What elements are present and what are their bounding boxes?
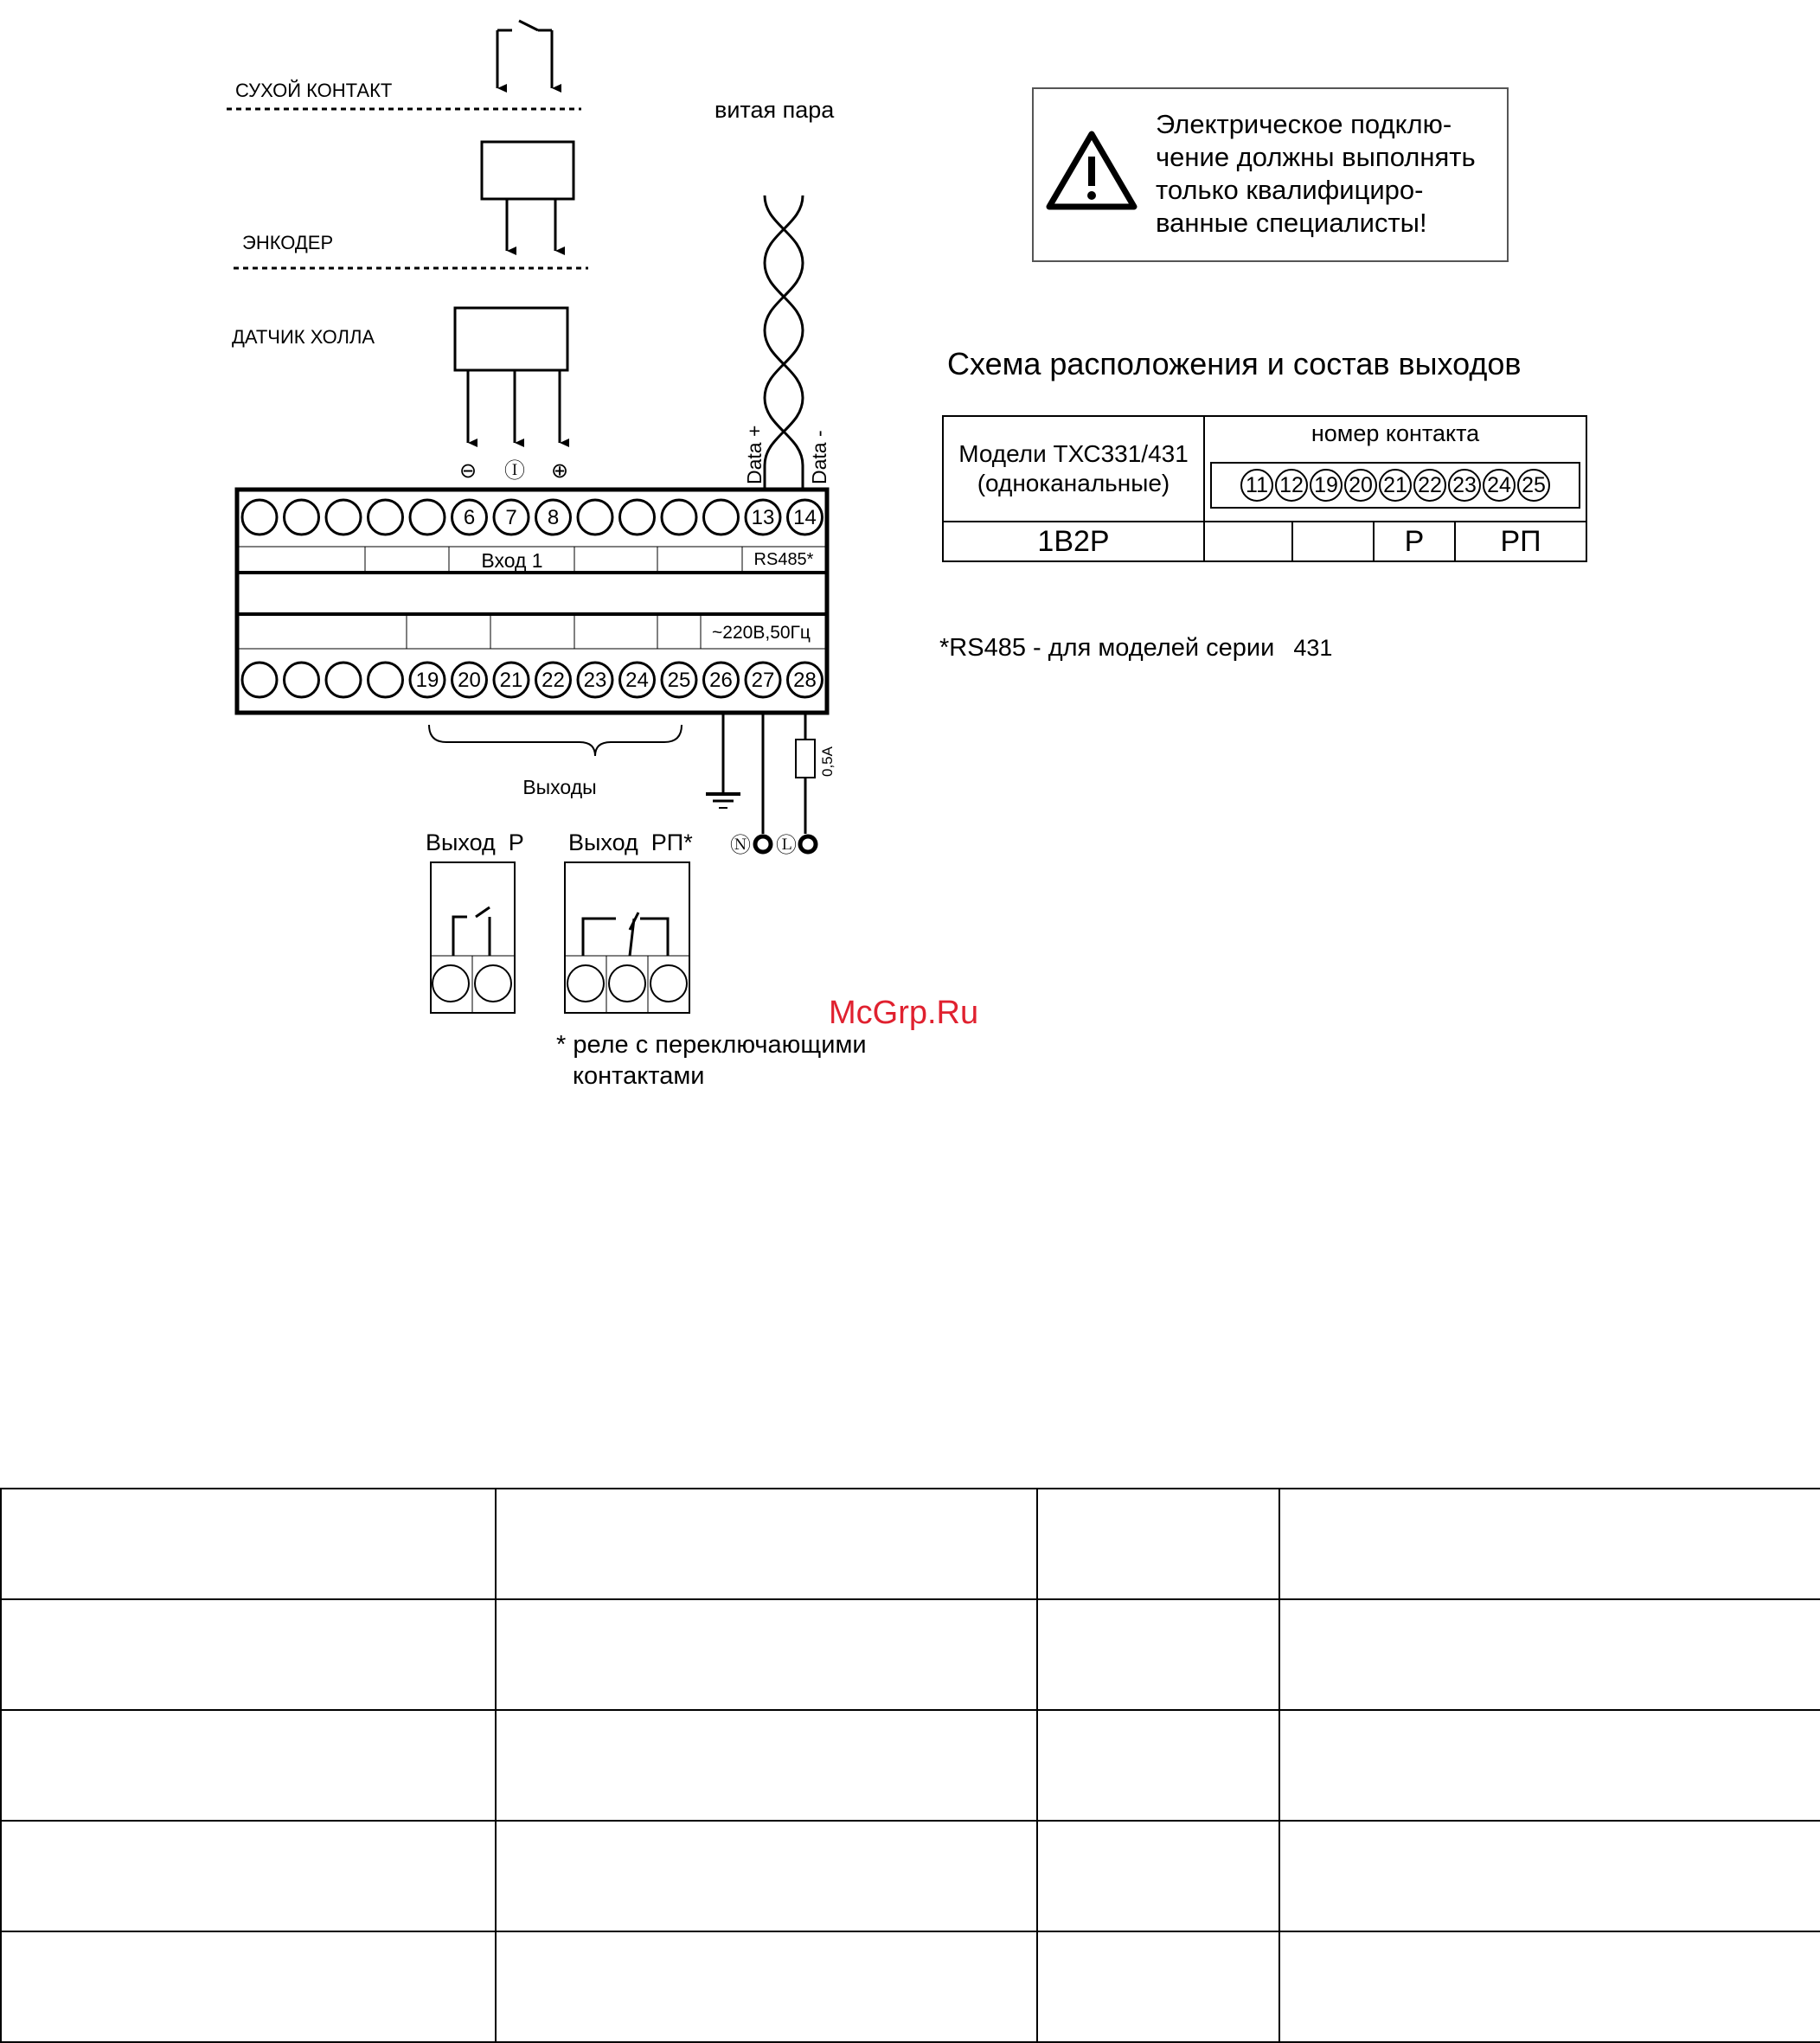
relay-rp-symbol — [565, 862, 689, 1013]
hall-sensor-symbol — [455, 308, 567, 443]
empty-table — [0, 1488, 1820, 2043]
table-cell — [496, 1821, 1037, 1931]
terminal-pin — [242, 500, 277, 535]
outputs-table — [942, 415, 1587, 562]
input-1-label: Вход 1 — [481, 549, 543, 572]
terminal-pin-number: 21 — [499, 669, 523, 692]
warning-line: чение должны выполнять — [1156, 142, 1476, 172]
model-header-line2: (одноканальные) — [977, 470, 1170, 496]
wiring-diagram — [0, 0, 1038, 1124]
table-cell — [1279, 1931, 1820, 2042]
table-cell — [1, 1599, 496, 1710]
terminal-pin — [326, 500, 361, 535]
table-cell — [1, 1710, 496, 1821]
relay-r-label: Выход Р — [426, 829, 524, 855]
outputs-table-title: Схема расположения и состав выходов — [947, 346, 1522, 381]
power-label: ~220В,50Гц — [712, 623, 811, 643]
dry-contact-symbol — [497, 21, 552, 88]
output-cell-11-12 — [1204, 522, 1292, 561]
table-cell — [1037, 1821, 1279, 1931]
table-cell — [1037, 1710, 1279, 1821]
hall-signal-symbol: Ⓘ — [504, 459, 525, 483]
contact-number: 23 — [1448, 469, 1481, 502]
n-label: Ⓝ — [730, 834, 751, 857]
warning-line: только квалифициро- — [1156, 175, 1424, 205]
table-row — [1, 1710, 1820, 1821]
terminal-pin-number: 22 — [542, 669, 565, 692]
model-cell: 1В2Р — [943, 522, 1204, 561]
dry-contact-label: СУХОЙ КОНТАКТ — [235, 80, 393, 101]
hall-sensor-label: ДАТЧИК ХОЛЛА — [232, 326, 375, 348]
relay-rp-label: Выход РП* — [568, 829, 693, 855]
table-cell — [496, 1489, 1037, 1599]
terminal-pin-number: 26 — [709, 669, 733, 692]
table-cell — [1279, 1489, 1820, 1599]
ground-symbol — [706, 711, 740, 808]
top-row-dividers — [365, 547, 742, 573]
terminal-pin-number: 24 — [625, 669, 649, 692]
table-cell — [1, 1489, 496, 1599]
warning-line: ванные специалисты! — [1156, 208, 1427, 238]
terminal-pin-number: 23 — [583, 669, 607, 692]
terminal-pin-number: 27 — [751, 669, 775, 692]
terminal-pin-number: 20 — [458, 669, 481, 692]
contact-number: 12 — [1275, 469, 1308, 502]
encoder-symbol — [482, 142, 574, 251]
l-terminal-icon — [800, 836, 816, 852]
table-cell — [1037, 1599, 1279, 1710]
terminal-pin — [578, 500, 612, 535]
table-cell — [1, 1931, 496, 2042]
hall-plus-symbol: ⊕ — [550, 459, 569, 483]
terminal-pin-number: 19 — [415, 669, 439, 692]
warning-box — [1032, 87, 1509, 262]
contact-number: 21 — [1379, 469, 1412, 502]
rs485-footnote — [939, 634, 1332, 663]
rs485-label: RS485* — [753, 550, 814, 569]
watermark: McGrp.Ru — [829, 995, 979, 1031]
table-cell — [496, 1931, 1037, 2042]
bottom-row-dividers — [407, 614, 701, 649]
terminal-pin — [410, 500, 445, 535]
outputs-brace — [429, 725, 682, 756]
terminal-pin-number: 6 — [463, 506, 476, 529]
data-minus-label: Data - — [808, 430, 830, 484]
terminal-pin-number: 13 — [751, 506, 775, 529]
relay-footnote-line1: * реле с переключающими — [556, 1031, 867, 1059]
contact-number: 20 — [1344, 469, 1377, 502]
footnote-series: 431 — [1293, 635, 1333, 661]
fuse-label: 0,5А — [819, 746, 836, 777]
contact-number: 11 — [1240, 469, 1273, 502]
terminal-pin-number: 8 — [547, 506, 560, 529]
table-cell — [496, 1710, 1037, 1821]
warning-triangle-icon — [1044, 129, 1139, 212]
table-cell — [1, 1821, 496, 1931]
terminal-pin-number: 25 — [667, 669, 691, 692]
output-cell-21-22: Р — [1374, 522, 1455, 561]
contact-numbers-row — [1210, 462, 1580, 509]
contact-number: 22 — [1413, 469, 1446, 502]
contact-number: 19 — [1310, 469, 1343, 502]
contact-header-cell: номер контакта — [1204, 416, 1586, 450]
terminal-pin — [662, 500, 696, 535]
table-cell — [1037, 1931, 1279, 2042]
contact-numbers-cell — [1204, 450, 1586, 522]
l-label: Ⓛ — [776, 834, 797, 857]
contact-number: 24 — [1483, 469, 1516, 502]
warning-line: Электрическое подклю- — [1156, 109, 1452, 139]
footnote-text: *RS485 - для моделей серии — [939, 634, 1275, 662]
output-cell-23-25: РП — [1455, 522, 1586, 561]
terminal-pin — [285, 500, 319, 535]
table-cell — [1279, 1821, 1820, 1931]
terminal-pin — [704, 500, 739, 535]
bottom-terminal-pins — [242, 663, 823, 697]
table-cell — [496, 1599, 1037, 1710]
table-cell — [1037, 1489, 1279, 1599]
hall-minus-symbol: ⊖ — [458, 459, 477, 483]
terminal-pin-number: 14 — [793, 506, 817, 529]
table-row — [1, 1821, 1820, 1931]
terminal-pin-number: 7 — [505, 506, 517, 529]
twisted-pair-wire — [765, 195, 803, 490]
terminal-pin — [285, 663, 319, 697]
live-wire — [796, 711, 815, 834]
terminal-pin — [326, 663, 361, 697]
terminal-pin — [368, 663, 403, 697]
terminal-pin — [368, 500, 403, 535]
relay-r-symbol — [431, 862, 515, 1013]
table-cell — [1279, 1710, 1820, 1821]
model-header-cell — [943, 416, 1204, 522]
relay-footnote-line2: контактами — [573, 1062, 705, 1090]
contact-number: 25 — [1517, 469, 1550, 502]
warning-text — [1156, 108, 1476, 240]
terminal-pin — [242, 663, 277, 697]
twisted-pair-label: витая пара — [715, 97, 835, 123]
table-cell — [1279, 1599, 1820, 1710]
table-row — [1, 1599, 1820, 1710]
terminal-pin-number: 28 — [793, 669, 817, 692]
output-cell-19-20 — [1292, 522, 1374, 561]
encoder-label: ЭНКОДЕР — [242, 232, 334, 253]
n-terminal-icon — [755, 836, 771, 852]
table-row — [1, 1489, 1820, 1599]
terminal-pin — [620, 500, 655, 535]
outputs-label: Выходы — [522, 776, 597, 798]
top-terminal-pins — [242, 500, 823, 535]
model-header-line1: Модели ТХС331/431 — [958, 440, 1189, 467]
data-plus-label: Data + — [743, 425, 766, 484]
table-row — [1, 1931, 1820, 2042]
